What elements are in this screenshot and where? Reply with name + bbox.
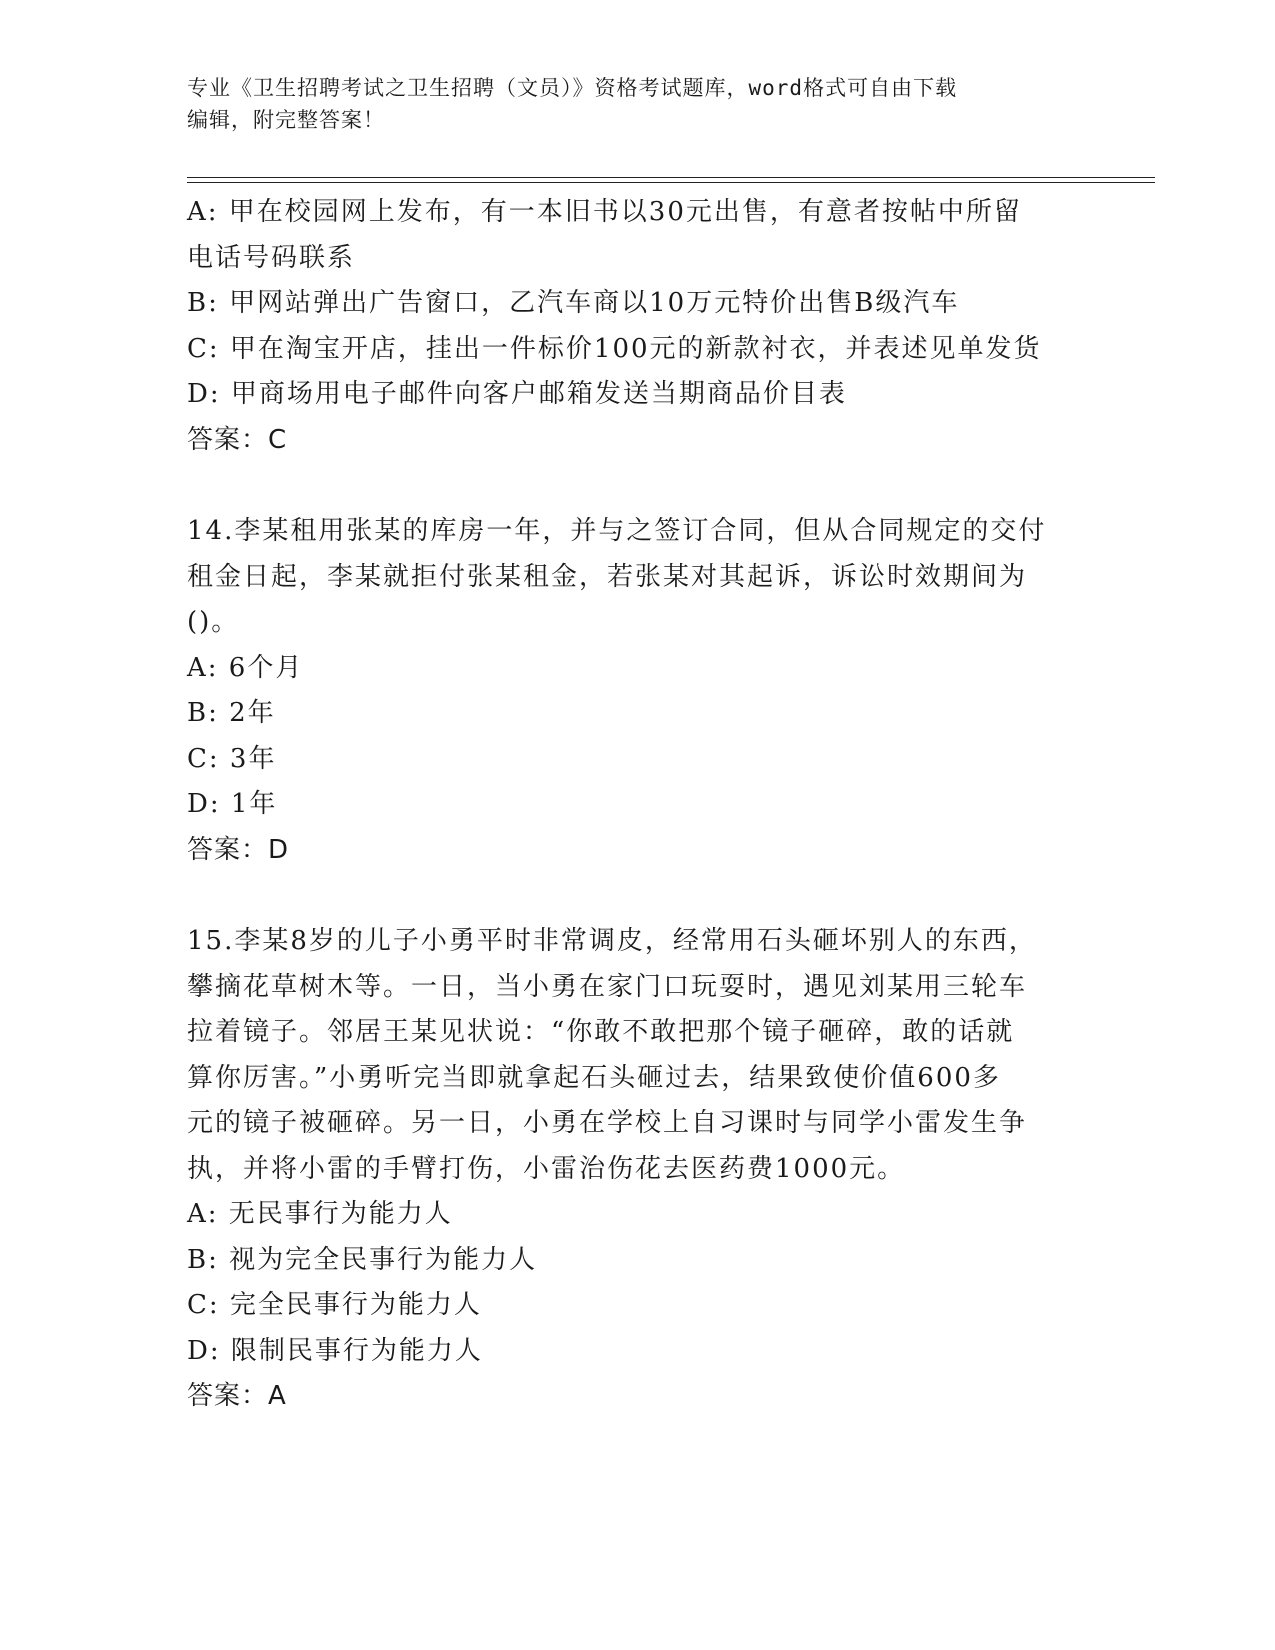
option-d: D: 甲商场用电子邮件向客户邮箱发送当期商品价目表 [187, 379, 847, 409]
option-b: B: 2年 [187, 698, 276, 728]
stem-line: 执，并将小雷的手臂打伤，小雷治伤花去医药费1000元。 [187, 1153, 906, 1184]
option-d: D: 限制民事行为能力人 [187, 1335, 483, 1366]
stem-line: 元的镜子被砸碎。另一日，小勇在学校上自习课时与同学小雷发生争 [187, 1108, 1028, 1138]
document-body [187, 190, 1087, 1420]
question-14-options [187, 646, 1087, 828]
option-a: A: 无民事行为能力人 [187, 1199, 453, 1229]
stem-line: ()。 [187, 607, 240, 637]
option-a: A: 6个月 [187, 652, 304, 683]
option-c: C: 甲在淘宝开店，挂出一件标价100元的新款衬衣，并表述见单发货 [187, 333, 1042, 364]
question-15-answer: 答案：A [187, 1381, 287, 1411]
stem-line: 拉着镜子。邻居王某见状说：“你敢不敢把那个镜子砸碎，敢的话就 [187, 1017, 1015, 1047]
question-13-answer: 答案：C [187, 424, 288, 455]
option-c: C: 3年 [187, 743, 277, 774]
spacer [187, 873, 1087, 919]
option-b: B: 视为完全民事行为能力人 [187, 1244, 538, 1275]
stem-line: 15.李某8岁的儿子小勇平时非常调皮，经常用石头砸坏别人的东西， [187, 926, 1037, 956]
question-15-options [187, 1192, 1087, 1374]
header-line-2: 编辑，附完整答案！ [187, 108, 385, 132]
stem-line: 租金日起，李某就拒付张某租金，若张某对其起诉，诉讼时效期间为 [187, 561, 1028, 592]
header-line-1: 专业《卫生招聘考试之卫生招聘（文员）》资格考试题库，word格式可自由下载 [187, 76, 958, 100]
stem-line: 算你厉害。”小勇听完当即就拿起石头砸过去，结果致使价值600多 [187, 1062, 1001, 1093]
spacer [187, 463, 1087, 509]
option-a: A: 甲在校园网上发布，有一本旧书以30元出售，有意者按帖中所留 [187, 197, 1022, 227]
header-divider-top [187, 177, 1155, 178]
option-a-continued: 电话号码联系 [187, 242, 356, 273]
option-b: B: 甲网站弹出广告窗口，乙汽车商以10万元特价出售B级汽车 [187, 288, 960, 318]
question-14-answer: 答案：D [187, 834, 290, 865]
question-13-options [187, 190, 1087, 418]
document-header [187, 72, 1077, 136]
header-divider-bottom [187, 182, 1155, 183]
option-d: D: 1年 [187, 789, 278, 819]
question-15-stem [187, 919, 1087, 1192]
question-14-stem [187, 509, 1087, 646]
option-c: C: 完全民事行为能力人 [187, 1290, 482, 1320]
stem-line: 14.李某租用张某的库房一年，并与之签订合同，但从合同规定的交付 [187, 516, 1047, 546]
stem-line: 攀摘花草树木等。一日，当小勇在家门口玩耍时，遇见刘某用三轮车 [187, 971, 1028, 1002]
